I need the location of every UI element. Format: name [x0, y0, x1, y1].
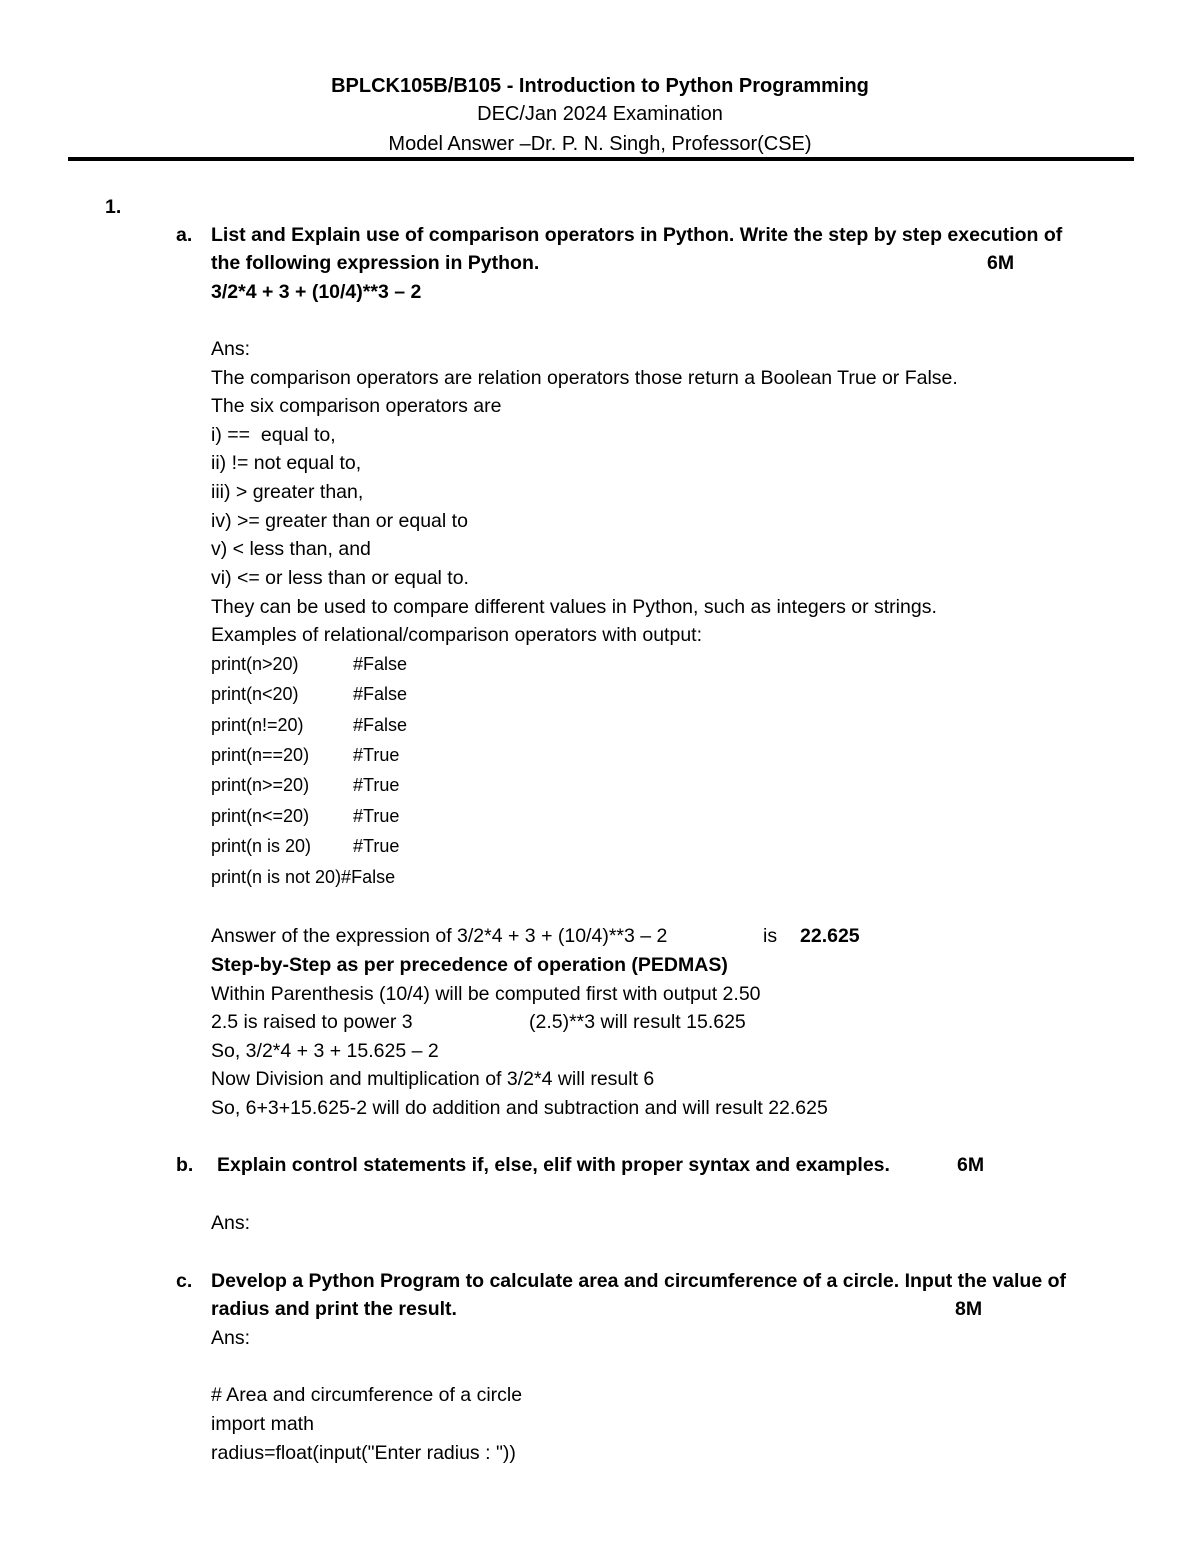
part-c-label: c. — [176, 1270, 193, 1292]
header-rule — [68, 157, 1134, 161]
part-b-question: Explain control statements if, else, elif with proper syntax and examples. — [217, 1154, 890, 1176]
code-line: # Area and circumference of a circle — [211, 1384, 523, 1406]
part-b-ans-label: Ans: — [211, 1212, 251, 1234]
part-a-question-line1: List and Explain use of comparison operators in Python. Write the step by step execution of — [211, 224, 1063, 246]
part-b-label: b. — [176, 1154, 194, 1176]
examples-heading: Examples of relational/comparison operators with output: — [211, 624, 703, 646]
answer-is: is — [763, 925, 778, 947]
usage-text: They can be used to compare different values in Python, such as integers or strings. — [211, 596, 937, 618]
example-code: print(n is 20) — [211, 836, 312, 856]
question-number: 1. — [105, 196, 122, 218]
operator-item: i) == equal to, — [211, 424, 336, 446]
example-result: #True — [353, 806, 400, 826]
step-line: So, 3/2*4 + 3 + 15.625 – 2 — [211, 1040, 439, 1062]
example-code: print(n==20) — [211, 745, 310, 765]
example-code: print(n>20) — [211, 654, 299, 674]
part-a-expression: 3/2*4 + 3 + (10/4)**3 – 2 — [211, 281, 422, 303]
part-b-marks: 6M — [957, 1154, 985, 1176]
part-a-question-line2: the following expression in Python. — [211, 252, 540, 274]
steps-heading: Step-by-Step as per precedence of operation (PEDMAS) — [211, 954, 728, 976]
document-title: BPLCK105B/B105 - Introduction to Python Programming — [331, 75, 869, 97]
operator-item: iv) >= greater than or equal to — [211, 510, 468, 532]
operator-item: ii) != not equal to, — [211, 452, 362, 474]
example-result: #True — [353, 745, 400, 765]
answer-expression: Answer of the expression of 3/2*4 + 3 + (10/4)**3 – 2 — [211, 925, 668, 947]
intro-line1: The comparison operators are relation operators those return a Boolean True or False. — [211, 367, 958, 389]
step-line: Now Division and multiplication of 3/2*4 will result 6 — [211, 1068, 655, 1090]
step-line: 2.5 is raised to power 3 — [211, 1011, 413, 1033]
example-result: #False — [353, 684, 408, 704]
operator-item: iii) > greater than, — [211, 481, 364, 503]
part-a-label: a. — [176, 224, 193, 246]
operator-item: v) < less than, and — [211, 538, 371, 560]
part-c-marks: 8M — [955, 1298, 983, 1320]
step-line-result: (2.5)**3 will result 15.625 — [529, 1011, 746, 1033]
step-line: Within Parenthesis (10/4) will be computed first with output 2.50 — [211, 983, 761, 1005]
operator-item: vi) <= or less than or equal to. — [211, 567, 469, 589]
example-code: print(n!=20) — [211, 715, 304, 735]
exam-session: DEC/Jan 2024 Examination — [477, 103, 723, 125]
code-line: import math — [211, 1413, 314, 1435]
example-code: print(n<20) — [211, 684, 299, 704]
example-result: #False — [353, 715, 408, 735]
part-c-ans-label: Ans: — [211, 1327, 251, 1349]
intro-line2: The six comparison operators are — [211, 395, 502, 417]
step-line: So, 6+3+15.625-2 will do addition and subtraction and will result 22.625 — [211, 1097, 828, 1119]
part-a-marks: 6M — [987, 252, 1015, 274]
code-line: radius=float(input("Enter radius : ")) — [211, 1442, 516, 1464]
part-c-question-line2: radius and print the result. — [211, 1298, 457, 1320]
part-c-question-line1: Develop a Python Program to calculate area and circumference of a circle. Input the value of — [211, 1270, 1067, 1292]
example-result: #True — [353, 775, 400, 795]
example-result: #True — [353, 836, 400, 856]
answer-value: 22.625 — [800, 925, 860, 947]
example-last: print(n is not 20)#False — [211, 867, 396, 887]
example-result: #False — [353, 654, 408, 674]
part-a-ans-label: Ans: — [211, 338, 251, 360]
author-line: Model Answer –Dr. P. N. Singh, Professor(CSE) — [388, 133, 812, 155]
example-code: print(n>=20) — [211, 775, 310, 795]
example-code: print(n<=20) — [211, 806, 310, 826]
